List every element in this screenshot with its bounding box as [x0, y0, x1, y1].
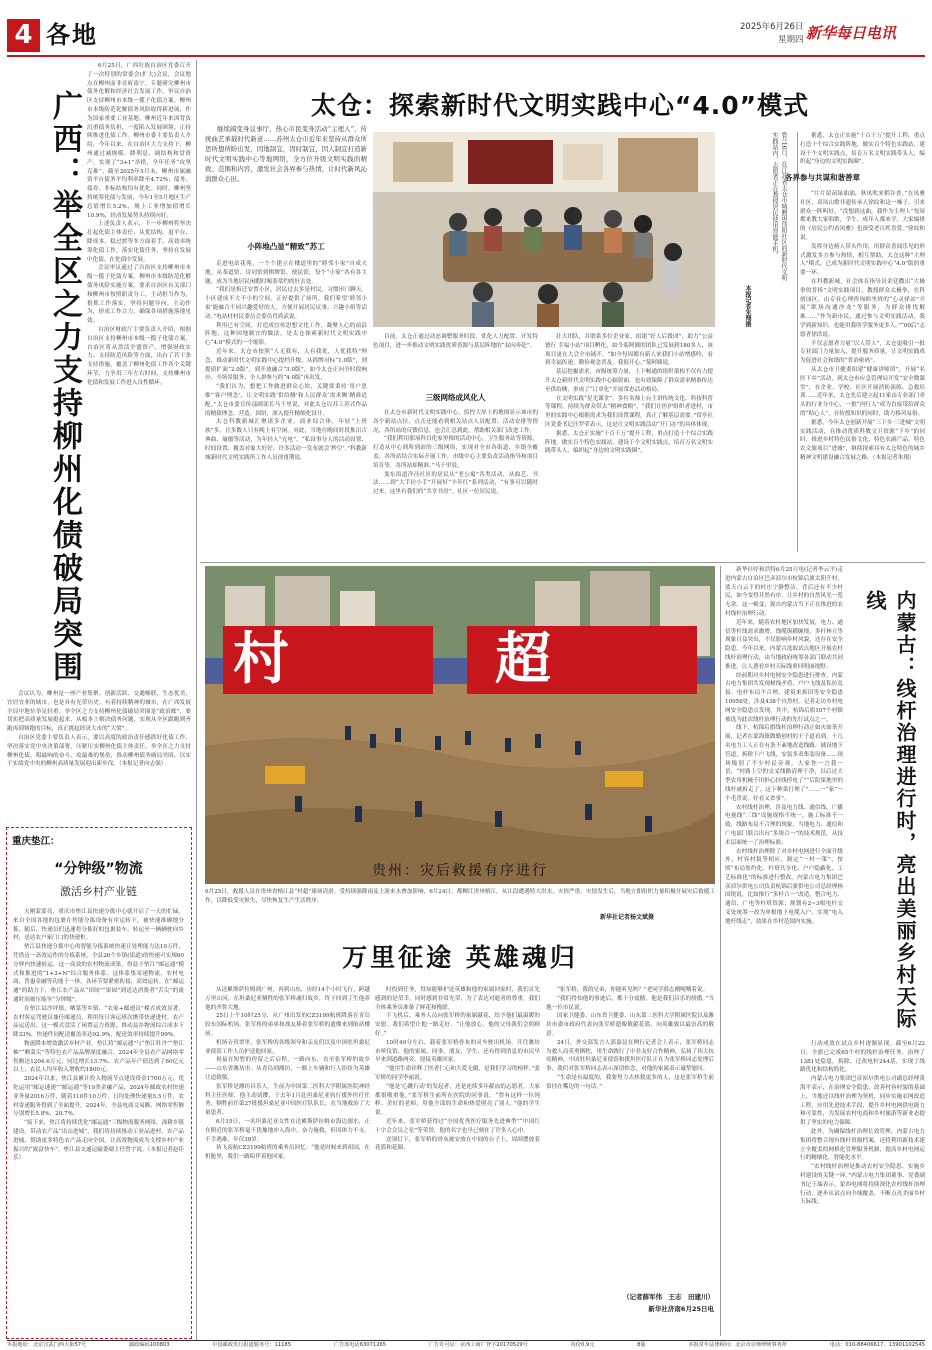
- neimenggu-paragraph: 近年来，随着农村地区加快发展，电力、通信等杆线需求激增，线缆纵横缠绕，多杆林立等现象日益突出，不仅影响乡村风貌，还存在安全隐患。今年以来，内蒙古选取试点地区开展农村线杆治理行动，由当地政府统筹各部门联动共同推进，让人透看乡村天际线重回明丽视野。: [725, 619, 843, 670]
- taicang-col2a: [373, 333, 538, 391]
- taicang-subhead-3: 各界参与共谋和谐善章: [785, 173, 860, 182]
- taicang-photo: [373, 132, 715, 327]
- guizhou-caption: 6月25日，救援人员在贵州省榕江县“村超”球场清淤。受持续强降雨及上游来水叠加影响，6月24日，都柳江贵州榕江，从江段遭遇特大洪水，灾情严重。灾情发生后，当地立即组织力量积极开展灾后救援工作，以降低受灾损失，尽快恢复生产生活秩序。: [205, 889, 715, 904]
- footer-address: 本报地址：北京宣武门西大街57号: [7, 1342, 87, 1348]
- taicang-paragraph: 在科教新城，社会体育指导员金廷撒出“大极拳的普拆”文明实践项目，教授群众太极拳，在科创园区，由专业心理咨询师坐班的“心灵驿站”开展“职场沟通沙龙”等服务，为群众排忧解难……“作为新市民，通过参与文明实践活动，我学到新知识，也能用我所学服务更多人。”“00后”志愿者徐浩说。: [800, 278, 925, 338]
- neimenggu-paragraph: 线下，杭锦后旗线杆治理行动正如火如荼开展，记者在蒙海镇做勤创村的王子道看到，十几名电力工人正在有条不紊地改造线路，铺设地下管道，拆除下户飞线，安装多表集装设备……现场级别了不少村民旁观。大家你一言我一语，“村路上空的交叉线路清理干净，以后过大型农用机械不用担心挂线停电了”“后院果地里的线杆被拆走了，这下种菜打理了”……一“家”一个毛喜说，好看又省事”。: [725, 725, 843, 802]
- issue-weekday: 星期四: [778, 35, 804, 45]
- wanli-byline: （记者薛军伟 王志 田建川）: [623, 1293, 714, 1301]
- wanli-paragraph: 从达累斯萨拉姆到广州，再到山东，历经14个小时飞行，跨越万里山河，在坦桑尼亚牺牲的张军桥魂归故乡，终于回到了生他养他的齐鲁大地。: [205, 987, 370, 1011]
- taicang-paragraph: “我们利用那项科目化家里推的活动中心，卫生服务站等资源，打造从中心到所到站的三级网络，实现对全市各街道、乡镇全覆盖，各所站结合实际开展工作，市级中心主要负责活动指导和项目培育等，各所站却精准。”马千里说。: [373, 436, 538, 469]
- community-classroom-image: [373, 132, 715, 327]
- chongqing-paragraph: “接下来，垫江将持续优化“邮运通”三级物流服务网络，深耕乡镇建设，带动农产品“出山进城”，我们将持续推动工业品进村、农产品进城，帮助更多特色农产品走向全国，让高效物流成为支撑乡村产业振兴的“致富快车”。垫江县交通运输委副主任曾宇说。（本报记者赵佳乐）: [13, 1120, 184, 1162]
- taicang-paragraph: 基层挖掘需求，市级统筹力量，上下畅通的组织架构不仅有力提升太仓新时代文明实践中心辐射面，也有效保障了群众需求精准传达至供给侧，形成了“订单化”开展常态活动格局。: [545, 369, 713, 393]
- wanli-paragraph: 祝福在短暂的停留之后启程，一路向东，直至张军桥的故乡——山东省潍坊市。从青岛到潍坊，一路上车辆和行人纷纷为英雄让道致敬。: [205, 1057, 370, 1081]
- wanli-paragraph: “他用生命诠释了医者仁心和大爱无疆，是我们学习的榜样。”张军桥的同学李丽说。: [375, 1066, 540, 1081]
- chongqing-paragraph: 物流降本增效激活乡村产业。垫江将“邮运通”与“垫江牡丹”“垫江柚”“晒菜尖”等特色农产品品牌深度融合，2024年全县农产品网络零售额达1204.6万元，同比增长13.7%。农产品年产值达到了60亿元以上，农民人均年收入增收约1800元。: [13, 1040, 184, 1074]
- column-divider: [196, 60, 197, 1340]
- section-name: 各地: [46, 21, 98, 49]
- neimenggu-paragraph: 农村线杆治理，涉及电力线、通信线、广播电视线“三线”设施规格不统一，施工标准不一致，线路布局不合理的现象，当地电力、通信和广电部门联合出台“多规合一”的技术规范，从技术层面统一了治理标准。: [725, 804, 843, 846]
- newspaper-brand: 新华每日电讯: [806, 24, 897, 42]
- banner-character-1: 村: [233, 627, 289, 692]
- guizhou-title: 贵州：灾后救援有序进行: [372, 863, 548, 879]
- guangxi-paragraph: 会议审议通过了自治区支持柳州市本级一揽子化债方案。柳州市本级防范化解债务风险实施方案，要求自治区有关部门和柳州市按照职责分工，主动担当作为，狠抓工作落实，坚持问题导向，主动作为，形成工作合力，确保各项措施落地见效。: [87, 265, 191, 325]
- taicang-paragraph: “我们认为，想把工作做进群众心坎，关键要秉持‘用户思维’‘客户理念’，让文明实践‘供给侧’和人民群众‘需求侧’精准适配。”太仓市委宣传部副部长马千里说，对此太仓以苏工苏式作品的精致理念，营造、围饼，深入提升精细化设计。: [205, 384, 367, 417]
- chongqing-paragraph: 在垫江县沙坪镇，晒菜等乡镇，“农家+邮递员”模式成效显著。农村客运驾驶员兼任邮递员，利用每日客运班次携带快递进村，农产品运送出，这一模式盘活了闲置运力资源，推动县乡物流综合成本下降33%，快递件同配送覆盖率达92.9%，配送效率持续提升99%。: [13, 1005, 184, 1039]
- footer-legal: 本报常年法律顾问：北京市京师律师事务所: [688, 1342, 787, 1348]
- column-divider: [797, 132, 798, 552]
- taicang-paragraph: 太仓科教新城汇聚诸多企业，商业综合体，年轻“上班族”多，且多数人只有晚上有空闲。对此，当地在晚间时段推出古典曲、瑜伽等活动，为年轻人“充电”。“私设事分人的活动设置、时间设置、覆盖对象大好好，许多活动一发布就会‘秒空’。”科教新城新时代文明实践所工作人员徐甫荆说。: [205, 419, 367, 461]
- wanli-paragraph: 24日，外交部发言人郭嘉昆在例行记者会上表示，张军桥同志为救人而英勇牺牲，用生命践行了中非友好合作精神，弘扬了伟大抗疫精神，中国驻坦桑尼亚使馆和援坦医疗队正在为张军桥同志处理后事，我们对张军桥同志表示深切悼念，对他的家属表示诚挚慰问。: [546, 1039, 714, 1073]
- chongqing-paragraph: 垫江县快递分拨中心的智能分拣系统快速且处理能力达10万件，凭借这一高效运作的分拣系统，全县26个乡镇(街道)的快递可实现60分钟内快速转运，这一高效的农村物流成果，得益于垫江“邮运通”模式和推进的“1+3+N”综合服务体系。这体系集寄递物流、农村电商、普惠金融等功能于一体，各环节要紧密衔接，高效运转。在“邮运通”的助力下，垫江农产品从“田间”“果园”到送达消费者“舌尖”的流通时间被压缩至“分钟级”。: [13, 944, 184, 1003]
- wanli-paragraph: 机场旁青翠里，张军桥的各级领导和亲友们以及中国驻坦桑尼亚使馆工作人员护送他回家。: [205, 1039, 370, 1055]
- taicang-paragraph: 在太仓市新时代文明实践中心，监控大屏上的地图显示该市的各个新站点位，点击还能看到相关站点人员配置、活动安排等情况，各所站的反馈信息，也会汇总到此，帮助相关部门改进工作。: [373, 410, 538, 434]
- page-number: 4: [14, 20, 33, 50]
- taicang-paragraph: 发挥身边榜人带头作用，用群众喜闻乐见的形式激发多方参与热情，相互帮助，太仓这种“主理人”模式，已成为新时代文明实践中心“4.0”版的重要一环。: [800, 243, 925, 277]
- guangxi-body-wide: [7, 690, 191, 820]
- chongqing-paragraph: 天刚蒙蒙亮，重庆市垫江县快递分拨中心就开启了一天的忙碌。来自全国各地的包裹在智能分拣设备有序运转下，被快速准确地分拣。随后，快递员们迅速将分拣好的包裹装车，转运至一辆辆驶向乡村，送达农户家门口的快递柜。: [13, 909, 184, 942]
- taicang-intro-text: 继续阔变身议事厅，热心市民变身活动“主理人”，传统曲艺承载时代新意……苏州太仓市近年来坚持从群众所思所想所盼出发，因地制宜，因时制宜，因人制宜打造新时代文明实践中心等地网络，全方位升级文明实践的精致、范围和内容，激发社会各界参与热情，让时代新风沁润群众心田。: [205, 125, 367, 183]
- neimenggu-paragraph: 经前期对乡村电网安全隐患进行排查，内蒙古电力集团共发现树线矛盾、户户飞线及私拉乱接、电杆布局不合理、建筑来拆旧等安全隐患10956处，涉及438个自然村。记者走访乡村电网安全隐患点发现，其中，杭锦后旗107个村镇被选为此次线杆治理行动的先行试点之一。: [725, 672, 843, 723]
- section-divider: [200, 562, 925, 563]
- neimenggu-paragraph: 新华社呼和浩特6月25日电(记者李云平)走进内蒙古自治区巴彦淖尔市杭锦后旗太阳升村，蓝天白云下的村庄宁静整洁，背后还有不少村民，如今变得井然有序，让乡村的自然风光一览无余。这一蜕变，源自内蒙古当下正在推进的农村线杆治理行动。: [725, 567, 843, 617]
- wanli-paragraph: 送别灯下，张军桥的骨灰被安放在中间的台子上，周围摆放着花篮和花圈。: [375, 1136, 540, 1152]
- taicang-paragraph: “片片留苗绿油油，秋风吹来稻谷香。”在凤雅社区，双凤山歌非遗传承人徐纹和这一嗓子，引来群众一阵叫好，“没想到这曲，我作为主理人”每周都来教大家唱歌，学生、成年人都来学，大家编排的《居民公约看凤雅》也深受老百姓喜爱。”徐纹和说。: [800, 191, 925, 241]
- guizhou-flood-photo: [205, 566, 715, 884]
- issue-date: 2025年6月26日: [740, 22, 804, 32]
- neimenggu-paragraph: “农村线杆治理是推动农村安全隐患、实施乡村建设的关键一环。”内蒙古电力集团董事、党委副书记王瑞表示，蒙西电网将持续深化农村线杆治理行动，逐步从试点向全域覆盖，不断点亮美丽乡村天际线。: [800, 1164, 925, 1206]
- taicang-paragraph: 在文明实践“星光课堂”，多位名师上台主讲传统文化、科技科普等课程，持续为群众带去“精神食粮”。“我们让医护组织者进村，市里的实践中心根据需求为我们设置课程，真正了解基层需要。”常亭社区党委书记汪罗荣表示，这是让文明实践活动“开门办”的具体体现。: [545, 395, 713, 428]
- wanli-paragraph: 10时40分左右，载着张军桥骨灰的灵车驶出机场，开往潍坊市殡仪馆，他的家属、同事、朋友、学生、还有得到消息的市民早早来到道路两旁，迎接英雄回家。: [375, 1039, 540, 1064]
- taicang-paragraph: 据悉，今年太仓创新开展“三下乡·三进城”文明实践活动，在推动优质科教文卫资源“下乡”的同时，推进乡村特色民俗文化、特色农副产品、特色农文旅项目“进城”，继续探索具有太仓特色的城乡精神文明建设融合发展之路。（本报记者朱翔）: [800, 419, 925, 461]
- wanli-paragraph: 国家卫健委、山东省卫健委、山东第二医科大学附属医院以及潍坊市委市政府代表向张军桥遗像敬献花篮，向英雄致以最崇高的敬意。: [546, 1013, 714, 1037]
- wanli-col1: [205, 986, 370, 1321]
- wanli-paragraph: 下飞机后，乘务人员向张军桥的家属献花，给予他们最温暖的安慰。我们希望让他一路走好。“让他放心，他的父母我们会照顾好。”: [375, 1013, 540, 1037]
- guangxi-headline: 广西：举全区之力支持柳州化债破局突围: [47, 90, 82, 684]
- footer-price: 每份0.9元: [570, 1342, 595, 1348]
- neimenggu-headline: 内蒙古：线杆治理进行时，亮出美丽乡村天际线: [863, 590, 917, 1030]
- footer-license: 广告许可证：京西工商广登字20170529号: [428, 1342, 528, 1348]
- taicang-col4: [800, 190, 925, 562]
- flood-cleanup-image: [205, 566, 715, 884]
- neimenggu-paragraph: 行动成效在试点乡村逐渐显现。截至6月22日，全旗已完成65个村的线杆治理任务，治理了1381处隐患，拆除、迁改电杆244基，实现了线路优化和结构简化。: [800, 1041, 925, 1074]
- footer-office: 中国邮政发行报道服务号：11185: [212, 1342, 292, 1348]
- neimenggu-paragraph: 农村线杆治理除了对乡村电网进行全面升级外，村容村貌等相应，制定“一村一策”，按照“布局集约化、杆塔共享化、户户隐蔽化、工艺标准化”的标准进行整改。内蒙古电力集团巴彦淖尔供电公司负责杭锦后旗供电公司总经理杨国锐说，比如推行“多杆合一”改造，整合电力、通信、广电等杆塔资源；规划有2~3根电杆交叉处统筹一改为单根地下电缆入户，实现“电入地杆线走”，效果在乡村范围内实施。: [725, 848, 843, 925]
- chongqing-subtitle: 激活乡村产业链: [60, 885, 137, 898]
- chongqing-paragraph: 2024年以来，垫江县累计投入物流节点建设资金1700万元，优化运用“邮运速递”“邮运通”等19类金融产品，2024年邮政农村快递业务量2016万件，随着110件10万件，日均处理快递量5.5万件，农村寄递服务得到了全面提升。2024年，全县电商交易额、网络零售额分别增长5.8%、20.7%。: [13, 1076, 184, 1118]
- wanli-paragraph: 近年来，张军桥获得过“全国优秀医疗服务先进典型”“中国红十字会会员之星”等荣誉，他的名字也早已刻在了许多人心中。: [375, 1118, 540, 1134]
- neimenggu-paragraph: 此外，为确保线杆治理长效管理，内蒙古电力集团将整合现有线杆资源档案，还将利用新技术建立全覆盖的网格化管理服务机制，提高乡村电网运行的精细化、智能化水平。: [800, 1128, 925, 1162]
- taicang-photo-caption: 6月16日，在江苏省太仓市城厢镇伟阳社区的新时代文明实践站内，志愿者正在教授居民使用智能手机。: [771, 132, 787, 282]
- taicang-paragraph: 壮大团队，并联系多位企业家，组建“好人后援团”，助力“公益德行 幸福小站”项目孵化，如今菊阿姨的团队已发展到180多人，该项目更在大会全市铺开。“如今每周都有新人来我们小站增感吟，看到幸福传递、勤俭观念普及，我很开心。”菊阿姨说。: [545, 334, 713, 367]
- guangxi-paragraph: 上述负责人表示，下一步柳州将坚决扛起化债主体责任，从优结构、退平台、降成本、稳过渡等多方面着手，高效率统筹化债工作，落实化债任务，坚持在发展中化债、在化债中发展。: [87, 221, 191, 263]
- chongqing-place: 重庆垫江：: [12, 836, 60, 847]
- taicang-paragraph: 走进电站花苑，一个个建立在楼道里的“睦邻小家”自成天地。从茶道馆、诗词馆到棋牌馆，便民馆，每个“小家”各有各主题，成为当地居民闲暇时喝茶常约的好去处。: [205, 261, 367, 285]
- banner-character-2: 超: [495, 627, 551, 692]
- guangxi-paragraph: 会议认为，柳州是一座产业集聚、创新活跃、交通畅联、生态优美、宜居宜业的城市，也是具有光荣历史、有着持续精神的城市，在广西发展全局中地位举足轻重。举全区之力支持柳州化债破局突围是“政治账”，要切实把高质量发展挺起来，从根本上解决债务问题，实现从全区跟跑到齐跑再到领跑的目标，真正挑起经济大市的“大梁”。: [7, 691, 191, 733]
- neimenggu-paragraph: 内蒙古电力集团巴彦淖尔供电公司副总经理黄海平表示，在治理安全隐患、改善村容村貌的基础上，当地还以线杆治理为契机，同步实施农网改造工程，应用先进技术手段，提升乡村电网供电能力和可靠性，为发展农村电商和乡村旅游等新业态提供了坚实的电力保障。: [800, 1076, 925, 1127]
- taicang-col4-top: [800, 132, 925, 168]
- wanli-paragraph: 25日上午10时25分，从广州出发的CZ3199航班降落在青岛胶东国际机场，张军桥的弟弟和战友捧着张军桥的遗像来到航站楼前。: [205, 1013, 370, 1037]
- taicang-paragraph: 据悉，太仓正实施“十百千万”提升工程，重点打造十个综合实践阵地，做实百个特色实践站，建设千个文明实践点，培育万名文明实践带头人，编织起“身边的文明实践圈”。: [545, 430, 713, 455]
- taicang-paragraph: 从太仓市卫健委组建“健康讲师团”，开展“名医下乡”活动，到太仓市应急管理局开发“安全微课堂”，在企业、学校、社区开展消防演练、急救培训……近年来，太仓先后建立起11家由专业部门牵头的行业分中心，一批“内行人”成为直接带给群众的“贴心人”，在传授知识的同时，助力移风易俗。: [800, 366, 925, 417]
- chongqing-body: [13, 908, 184, 1333]
- wanli-paragraph: “他是‘心跳行动’的发起者，还是连续多年献血的志愿者，大家都很敬重他。”张军桥生前所在医院的同事说。“曾有这样一位纯粹、美好的老师，用他全部的生命和热爱照亮了别人。”他的学生说。: [375, 1083, 540, 1117]
- wanli-col2: [375, 986, 540, 1321]
- footer-ad: 广告部电话63071265: [333, 1342, 387, 1348]
- chongqing-title: “分钟级”物流: [54, 861, 143, 877]
- footer-phone: 电话：010-88406617、13901102545: [829, 1342, 925, 1348]
- wanli-paragraph: “我们得知他的事迹后，都十分震撼，他是我们昌乐的骄傲。”当地一位市民说。: [546, 995, 714, 1011]
- taicang-paragraph: “我们是拆迁安置小区，居民过去多是村民，习惯串门聊天。小区建成不大不小的空间，正好提供了场所。我们希望‘睦邻小家’能融合不同兴趣爱好的人，方便开展居民议事、兴趣小组等活动。”电站村村民委员会委员肖鸿武说。: [205, 287, 367, 320]
- taicang-subhead-2: 三级网络成风化人: [425, 393, 486, 402]
- taicang-paragraph: 近年来，太仓市按照“人无我有，人有我优，人优我特”理念，推动新时代文明实践中心提档升级，从抓牌对标“1.0版”，到提质扩面“2.0版”，到开放融合“3.0版”，如今太仓正向全时段响应、全场景服务、全人群参与的“4.0版”再出发。: [205, 348, 367, 382]
- taicang-headline: 太仓：探索新时代文明实践中心“4.0”模式: [310, 91, 810, 120]
- wanli-paragraph: 张军桥是潍坊昌乐人，生前为中国第二医科大学附属医院神经科主任医师，他主动请缨，于去年1月赴坦桑尼亚执行援外医疗任务，牺牲前任第27批援坦桑尼亚中国医疗队队长，在当地救治了大量患者。: [205, 1083, 370, 1117]
- wanli-dateline: 新华社济南6月25日电: [648, 1305, 714, 1313]
- wanli-paragraph: 执飞南航CZ3199航班的乘务员回忆：“他是时候来到祖国，在机舱里，我们一路陪伴着他回家。: [205, 1145, 370, 1161]
- wanli-paragraph: 时投到任务，得知能够护送英雄和他的家属回家时，我们首先感到的是荣幸，同时感到非常光荣，为了表达对逝者的尊重，我们全体乘务员准备了鲜花和挽联。: [375, 987, 540, 1011]
- taicang-paragraph: 娄东街道洋泾社区的居民从“老公寓”各类活动，从曲艺、书法……到“大手拉小手”开展好“丰年红”系列活动，“有事可以随时过来，这里有我们的“共享书房”。社区一位居民说。: [373, 471, 538, 496]
- footer-pages: 8版: [637, 1342, 646, 1348]
- wanli-paragraph: “张军桥，我的兄弟，你能听见吗？”老同学薛志刚哽咽着说。: [557, 987, 709, 993]
- taicang-photo-credit: 本报记者朱翔摄: [744, 285, 751, 327]
- header-rule: [7, 55, 925, 57]
- wanli-paragraph: “生命是有温度的，我要努力去拯救更多的人，这是张军桥生前常挂在嘴边的一句话。”: [546, 1074, 714, 1090]
- neimenggu-body-2: [800, 1040, 925, 1335]
- chongqing-box: [6, 827, 192, 1339]
- guangxi-paragraph: 自治区财政厅主要负责人介绍，根据自治区支持柳州市本级一揽子化债方案，自治区将从盘活全盟资产、增强财政实力、支持防范风险等方面，出台了若干条支持措施，覆盖了柳州化债工作各个关键环节，力争用三年左右时间，支持柳州市化债和发展工作进入良性循环。: [87, 326, 191, 386]
- taicang-paragraph: 据悉，太仓正实施“十百千万”提升工程，重点打造十个综合实践阵地，做实百个特色实践站，建设千个文明实践点，培育万名文明实践带头人，编织起“身边的文明实践圈”。: [800, 133, 925, 166]
- wanli-headline: 万里征途 英雄魂归: [342, 943, 578, 972]
- taicang-paragraph: 不仅志愿者力量“以人带人”，太仓更吸引一批专业部门力量加入，提升服务质量，让文明实践成为促进社会和谐的“普治密码”。: [800, 340, 925, 365]
- taicang-intro: [205, 124, 367, 237]
- guangxi-paragraph: 自治区党委主要负责人表示，要以高度的政治责任感抓好化债工作，坚决落实党中央决策部署，压紧压实柳州化债主体责任，举全区之力支持柳州化债，唱最响的奋斗、攻最难的堡垒，推动柳州债务破局突围，以实干实绩党中央的柳州高质量发展迎出新步伐。（本报记者向志强）: [7, 734, 191, 768]
- wanli-paragraph: 6月15日，一名坦桑尼亚女性在达累斯萨拉姆市海边溺水，正在附近的张军桥毫不犹豫地冲入海中，奋力施救，但因体力不支，不幸遇难，年仅38岁。: [205, 1118, 370, 1143]
- guangxi-body: [87, 62, 191, 747]
- footer-zip: 邮政编码100803: [128, 1342, 170, 1348]
- taicang-paragraph: 目前，太仓正通过动态调整服务时段、优化人力配置、开发特色项目，进一步推动文明实践优质资源与基层阵地的“双向奔赴”。: [373, 334, 538, 349]
- footer: [7, 1341, 925, 1350]
- taicang-paragraph: 利用已有空间，打造成宜传思想文化工作，凝聚人心的前沿阵地，这种因地制宜的做法，是太仓探索新时代文明实践中心“4.0”模式的一个缩影。: [205, 322, 367, 347]
- page-number-badge: [7, 19, 40, 52]
- guizhou-photo-credit: 新华社记者杨文斌摄: [600, 914, 655, 921]
- wanli-col3: [546, 986, 714, 1286]
- guangxi-paragraph: 6月25日，广西壮族自治区党委召开了一次特别的常委会(扩大)会议，会议地点在柳州而非首府南宁。专题研究柳州市债务化解和经济社会发展工作，审议自治区支持柳州市本级一揽子化债方案。柳州市本级防范化解债务风险取得新进展，作为国家重要工业基地，柳州近年来因背负沉重债务负担，一度陷入发展困境。正持续推进化债工作。柳州市委主要负责人介绍，今年以来，在自治区大力支持下，柳州通过减规模、降利息、调结构和盘资产，实现了“3+1”举措，全年任务“攻坚克难”。截至2025年5月末，柳州市属融资平台债务平均利率降至4.72%；债务、债券、非标结构均有优化。同时，柳州坚持统筹化债与发展，今年1至5月地区生产总值增长5.2%，规上工业增加值增长10.9%，经济发展势头持续向好。: [87, 63, 191, 219]
- taicang-subhead-1: 小阵地凸显“精致”苏工: [247, 242, 325, 251]
- column-divider: [720, 566, 721, 1336]
